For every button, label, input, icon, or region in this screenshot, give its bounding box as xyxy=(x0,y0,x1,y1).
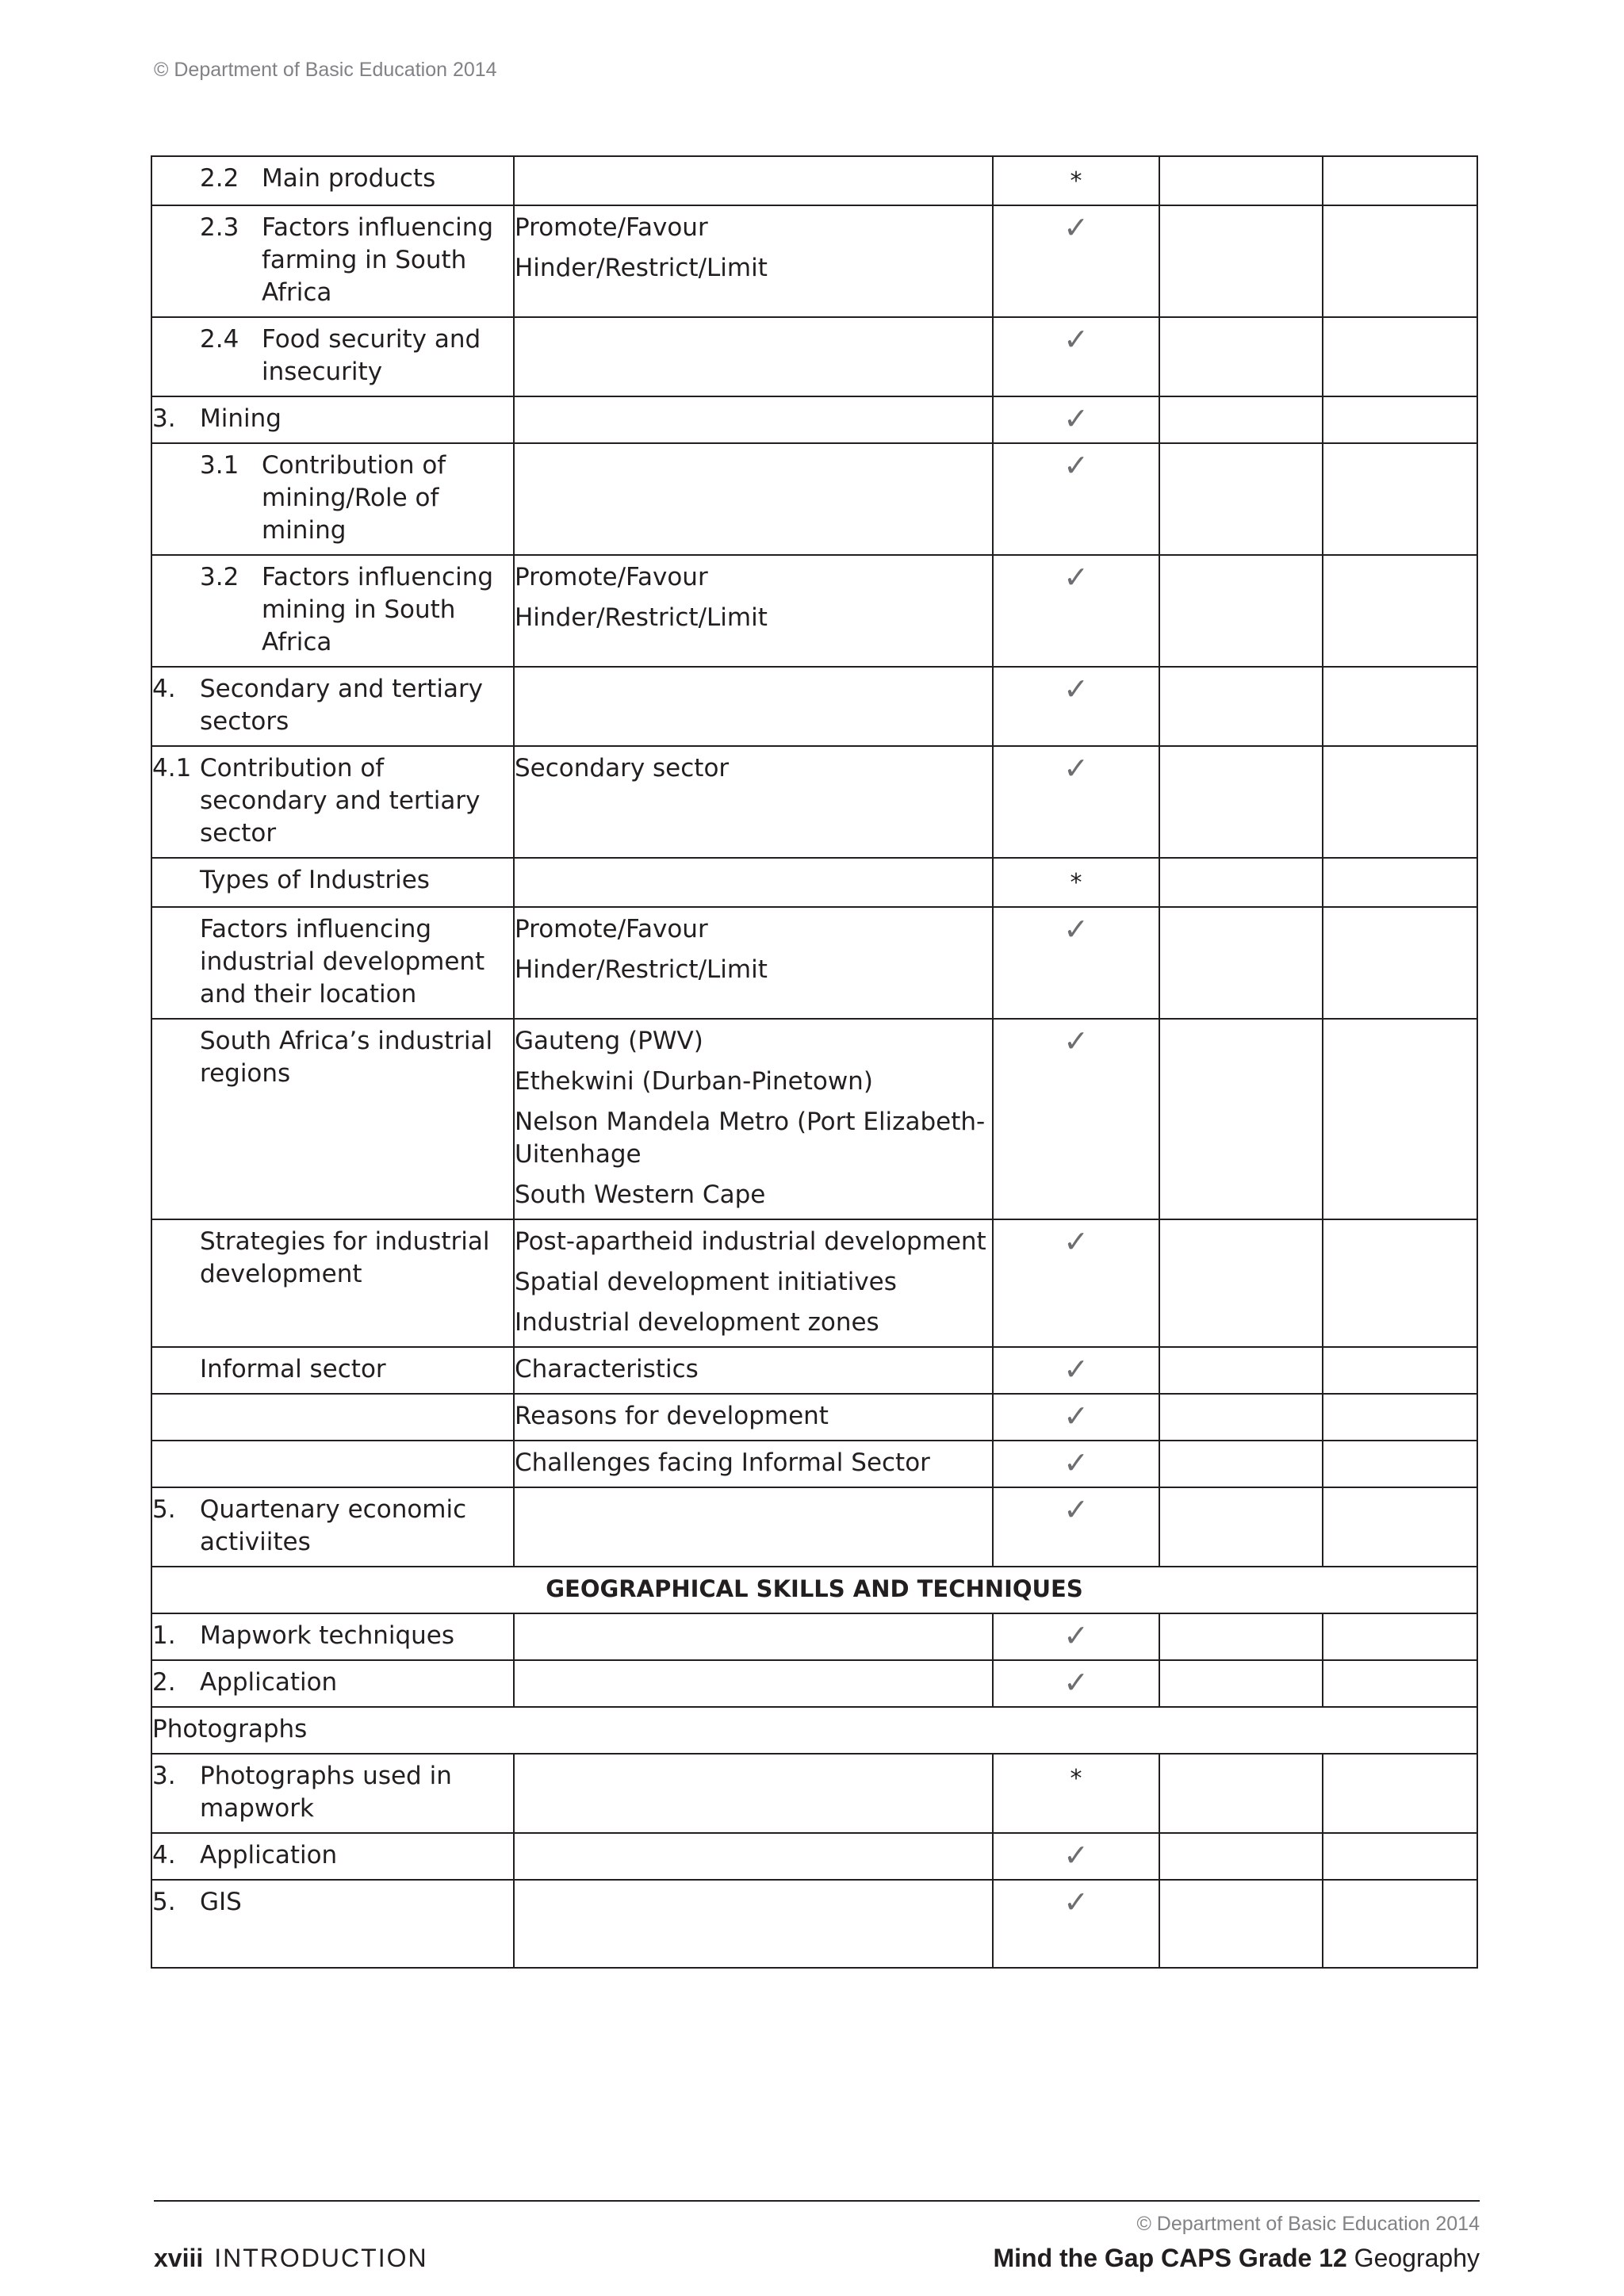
empty-cell xyxy=(1323,1347,1477,1394)
topic-number: 2. xyxy=(152,1668,176,1697)
subtopic-cell xyxy=(514,1833,993,1880)
topic-text: Factors influencing farming in South Africa xyxy=(262,213,494,307)
subtopic-item: Hinder/Restrict/Limit xyxy=(515,254,768,282)
checkmark-icon: ✓ xyxy=(1063,1352,1089,1387)
subtopic-item: Ethekwini (Durban-Pinetown) xyxy=(515,1067,873,1096)
section-name: INTRODUCTION xyxy=(214,2244,428,2272)
section-heading-row xyxy=(151,1567,1477,1613)
footer-book-title xyxy=(993,2244,1480,2273)
topic-number: 1. xyxy=(152,1621,176,1650)
topic-number: 5. xyxy=(152,1495,176,1524)
topic-cell xyxy=(151,667,514,746)
asterisk-icon: * xyxy=(1070,869,1082,897)
table-row xyxy=(151,1394,1477,1441)
checkmark-icon: ✓ xyxy=(1063,1885,1089,1919)
mark-cell xyxy=(993,443,1159,555)
subtopic-item: Characteristics xyxy=(515,1355,699,1383)
table-row xyxy=(151,1487,1477,1567)
topic-number: 3.2 xyxy=(200,563,239,591)
checkmark-icon: ✓ xyxy=(1063,1665,1089,1700)
table-row xyxy=(151,1754,1477,1833)
subtopic-cell xyxy=(514,1441,993,1487)
checkmark-icon: ✓ xyxy=(1063,751,1089,786)
empty-cell xyxy=(1159,396,1323,443)
topic-line xyxy=(152,163,513,195)
subtopic-item: Industrial development zones xyxy=(515,1308,879,1337)
subtopic-item: Gauteng (PWV) xyxy=(515,1027,703,1055)
topic-line xyxy=(152,323,513,388)
subtopic-cell xyxy=(514,667,993,746)
checkmark-icon: ✓ xyxy=(1063,912,1089,947)
table-row xyxy=(151,746,1477,858)
empty-cell xyxy=(1159,746,1323,858)
topic-line xyxy=(152,864,513,897)
empty-cell xyxy=(1323,396,1477,443)
topic-text: Photographs used in mapwork xyxy=(200,1762,452,1823)
empty-cell xyxy=(1323,907,1477,1019)
topic-number: 3. xyxy=(152,404,176,433)
empty-cell xyxy=(1323,1660,1477,1707)
mark-cell xyxy=(993,746,1159,858)
topic-cell xyxy=(151,555,514,667)
checkmark-icon: ✓ xyxy=(1063,210,1089,245)
table-row xyxy=(151,1019,1477,1219)
subtopic-item: Hinder/Restrict/Limit xyxy=(515,955,768,984)
empty-cell xyxy=(1159,1441,1323,1487)
empty-cell xyxy=(1323,1441,1477,1487)
mark-cell xyxy=(993,907,1159,1019)
subtopic-cell xyxy=(514,858,993,907)
topic-text: Contribution of secondary and tertiary sector xyxy=(200,754,481,848)
topic-text: Secondary and tertiary sectors xyxy=(200,675,484,736)
checkmark-icon: ✓ xyxy=(1063,1224,1089,1259)
topic-number: 2.2 xyxy=(200,164,239,193)
table-row xyxy=(151,1660,1477,1707)
topic-line xyxy=(152,1494,513,1559)
mark-cell xyxy=(993,555,1159,667)
table-row xyxy=(151,907,1477,1019)
mark-cell xyxy=(993,858,1159,907)
empty-cell xyxy=(1159,1219,1323,1347)
subtopic-item: Spatial development initiatives xyxy=(515,1268,897,1296)
topic-line xyxy=(152,212,513,309)
subtopic-item: Promote/Favour xyxy=(515,213,708,242)
topic-cell xyxy=(151,1347,514,1394)
checkmark-icon: ✓ xyxy=(1063,672,1089,706)
topic-text: Food security and insecurity xyxy=(262,325,481,386)
footer-copyright: © Department of Basic Education 2014 xyxy=(1136,2213,1480,2235)
table-row xyxy=(151,1833,1477,1880)
table-row xyxy=(151,858,1477,907)
footer-page-label xyxy=(154,2244,428,2273)
empty-cell xyxy=(1323,858,1477,907)
topic-cell xyxy=(151,1660,514,1707)
empty-cell xyxy=(1323,1019,1477,1219)
subtopic-cell xyxy=(514,1219,993,1347)
header-copyright: © Department of Basic Education 2014 xyxy=(154,59,497,81)
empty-cell xyxy=(1159,1833,1323,1880)
checkmark-icon: ✓ xyxy=(1063,1838,1089,1873)
topic-line xyxy=(152,1620,513,1652)
topic-number: 3. xyxy=(152,1762,176,1790)
asterisk-icon: * xyxy=(1070,167,1082,195)
table-row xyxy=(151,667,1477,746)
empty-cell xyxy=(1323,555,1477,667)
empty-cell xyxy=(1323,1487,1477,1567)
mark-cell xyxy=(993,1754,1159,1833)
topic-line xyxy=(152,1353,513,1386)
topic-number: 3.1 xyxy=(200,451,239,480)
topic-text: Types of Industries xyxy=(200,866,430,894)
subtopic-item: Hinder/Restrict/Limit xyxy=(515,603,768,632)
topic-cell xyxy=(151,1394,514,1441)
subtopic-cell xyxy=(514,443,993,555)
topic-cell xyxy=(151,317,514,396)
mark-cell xyxy=(993,317,1159,396)
subtopic-cell xyxy=(514,1019,993,1219)
empty-cell xyxy=(1159,317,1323,396)
topic-cell xyxy=(151,1754,514,1833)
empty-cell xyxy=(1159,667,1323,746)
checkmark-icon: ✓ xyxy=(1063,1618,1089,1653)
subtopic-cell xyxy=(514,1347,993,1394)
empty-cell xyxy=(1323,1754,1477,1833)
topic-cell xyxy=(151,443,514,555)
topic-text: Quartenary economic activiites xyxy=(200,1495,467,1556)
checkmark-icon: ✓ xyxy=(1063,448,1089,483)
topic-number: 2.4 xyxy=(200,325,239,354)
photographs-label: Photographs xyxy=(151,1707,1477,1754)
mark-cell xyxy=(993,1441,1159,1487)
curriculum-table xyxy=(151,155,1478,1969)
subtopic-cell xyxy=(514,907,993,1019)
subtopic-item: Nelson Mandela Metro (Port Elizabeth-Uitenhage xyxy=(515,1108,986,1169)
topic-text: Factors influencing industrial development and their location xyxy=(200,915,485,1008)
mark-cell xyxy=(993,1219,1159,1347)
topic-line xyxy=(152,1025,513,1090)
topic-text: Strategies for industrial development xyxy=(200,1227,490,1288)
topic-text: Main products xyxy=(262,164,436,193)
topic-line xyxy=(152,450,513,547)
subtopic-cell xyxy=(514,396,993,443)
table-row xyxy=(151,317,1477,396)
empty-cell xyxy=(1159,1613,1323,1660)
empty-cell xyxy=(1159,1660,1323,1707)
topic-text: Contribution of mining/Role of mining xyxy=(262,451,446,545)
subtopic-cell xyxy=(514,1880,993,1968)
topic-line xyxy=(152,1760,513,1825)
topic-text: Application xyxy=(200,1668,338,1697)
mark-cell xyxy=(993,1394,1159,1441)
topic-text: Mapwork techniques xyxy=(200,1621,455,1650)
asterisk-icon: * xyxy=(1070,1765,1082,1793)
topic-text: South Africa’s industrial regions xyxy=(200,1027,493,1088)
empty-cell xyxy=(1159,1347,1323,1394)
empty-cell xyxy=(1323,156,1477,205)
empty-cell xyxy=(1323,1833,1477,1880)
checkmark-icon: ✓ xyxy=(1063,1399,1089,1433)
table-row xyxy=(151,205,1477,317)
checkmark-icon: ✓ xyxy=(1063,560,1089,595)
topic-line xyxy=(152,1667,513,1699)
topic-cell xyxy=(151,1613,514,1660)
empty-cell xyxy=(1323,667,1477,746)
topic-cell xyxy=(151,1880,514,1968)
topic-text: GIS xyxy=(200,1888,242,1916)
checkmark-icon: ✓ xyxy=(1063,401,1089,436)
subtopic-cell xyxy=(514,156,993,205)
topic-line xyxy=(152,673,513,738)
empty-cell xyxy=(1159,1394,1323,1441)
table-row xyxy=(151,396,1477,443)
empty-cell xyxy=(1159,555,1323,667)
topic-text: Application xyxy=(200,1841,338,1869)
subtopic-item: Promote/Favour xyxy=(515,915,708,943)
book-subject: Geography xyxy=(1354,2244,1480,2272)
checkmark-icon: ✓ xyxy=(1063,1445,1089,1480)
topic-cell xyxy=(151,746,514,858)
topic-line xyxy=(152,403,513,435)
mark-cell xyxy=(993,1347,1159,1394)
table-row xyxy=(151,1441,1477,1487)
footer-divider xyxy=(154,2200,1480,2202)
topic-cell xyxy=(151,1441,514,1487)
subtopic-cell xyxy=(514,555,993,667)
mark-cell xyxy=(993,1880,1159,1968)
topic-cell xyxy=(151,205,514,317)
section-heading: GEOGRAPHICAL SKILLS AND TECHNIQUES xyxy=(151,1567,1477,1613)
subtopic-cell xyxy=(514,1754,993,1833)
subtopic-cell xyxy=(514,1613,993,1660)
empty-cell xyxy=(1323,205,1477,317)
topic-cell xyxy=(151,907,514,1019)
subtopic-cell xyxy=(514,317,993,396)
empty-cell xyxy=(1323,1394,1477,1441)
subtopic-item: Post-apartheid industrial development xyxy=(515,1227,986,1256)
empty-cell xyxy=(1159,1019,1323,1219)
subtopic-item: Secondary sector xyxy=(515,754,730,783)
mark-cell xyxy=(993,1487,1159,1567)
topic-line xyxy=(152,561,513,659)
mark-cell xyxy=(993,1660,1159,1707)
topic-line xyxy=(152,1886,513,1919)
topic-line xyxy=(152,1839,513,1872)
subtopic-cell xyxy=(514,205,993,317)
topic-number: 2.3 xyxy=(200,213,239,242)
mark-cell xyxy=(993,667,1159,746)
topic-cell xyxy=(151,1833,514,1880)
topic-number: 4. xyxy=(152,675,176,703)
topic-line xyxy=(152,1226,513,1291)
subtopic-cell xyxy=(514,1660,993,1707)
subtopic-item: Challenges facing Informal Sector xyxy=(515,1448,930,1477)
table-row xyxy=(151,443,1477,555)
empty-cell xyxy=(1323,746,1477,858)
empty-cell xyxy=(1159,1880,1323,1968)
mark-cell xyxy=(993,396,1159,443)
topic-text: Informal sector xyxy=(200,1355,386,1383)
mark-cell xyxy=(993,156,1159,205)
topic-cell xyxy=(151,1219,514,1347)
table-row xyxy=(151,1347,1477,1394)
subtopic-cell xyxy=(514,1394,993,1441)
empty-cell xyxy=(1159,205,1323,317)
empty-cell xyxy=(1323,1219,1477,1347)
empty-cell xyxy=(1159,907,1323,1019)
topic-cell xyxy=(151,1487,514,1567)
subtopic-cell xyxy=(514,746,993,858)
subtopic-cell xyxy=(514,1487,993,1567)
subtopic-item: Promote/Favour xyxy=(515,563,708,591)
page-number: xviii xyxy=(154,2244,204,2272)
topic-number: 5. xyxy=(152,1888,176,1916)
empty-cell xyxy=(1159,443,1323,555)
subtopic-item: Reasons for development xyxy=(515,1402,829,1430)
empty-cell xyxy=(1323,443,1477,555)
table-row xyxy=(151,555,1477,667)
empty-cell xyxy=(1323,1880,1477,1968)
empty-cell xyxy=(1323,1613,1477,1660)
topic-text: Factors influencing mining in South Africa xyxy=(262,563,494,656)
topic-cell xyxy=(151,1019,514,1219)
mark-cell xyxy=(993,1613,1159,1660)
checkmark-icon: ✓ xyxy=(1063,1492,1089,1527)
topic-line xyxy=(152,913,513,1011)
table-row xyxy=(151,1219,1477,1347)
empty-cell xyxy=(1159,1754,1323,1833)
topic-line xyxy=(152,752,513,850)
mark-cell xyxy=(993,1833,1159,1880)
empty-cell xyxy=(1159,858,1323,907)
topic-number: 4.1 xyxy=(152,754,192,783)
mark-cell xyxy=(993,205,1159,317)
subtopic-item: South Western Cape xyxy=(515,1181,766,1209)
photographs-row xyxy=(151,1707,1477,1754)
checkmark-icon: ✓ xyxy=(1063,1024,1089,1058)
empty-cell xyxy=(1159,156,1323,205)
empty-cell xyxy=(1159,1487,1323,1567)
topic-text: Mining xyxy=(200,404,282,433)
topic-cell xyxy=(151,396,514,443)
table-row xyxy=(151,1613,1477,1660)
topic-cell xyxy=(151,858,514,907)
mark-cell xyxy=(993,1019,1159,1219)
table-row xyxy=(151,156,1477,205)
curriculum-table-body xyxy=(151,156,1477,1968)
book-title: Mind the Gap CAPS Grade 12 xyxy=(993,2244,1347,2272)
table-row xyxy=(151,1880,1477,1968)
empty-cell xyxy=(1323,317,1477,396)
topic-cell xyxy=(151,156,514,205)
topic-number: 4. xyxy=(152,1841,176,1869)
checkmark-icon: ✓ xyxy=(1063,322,1089,357)
